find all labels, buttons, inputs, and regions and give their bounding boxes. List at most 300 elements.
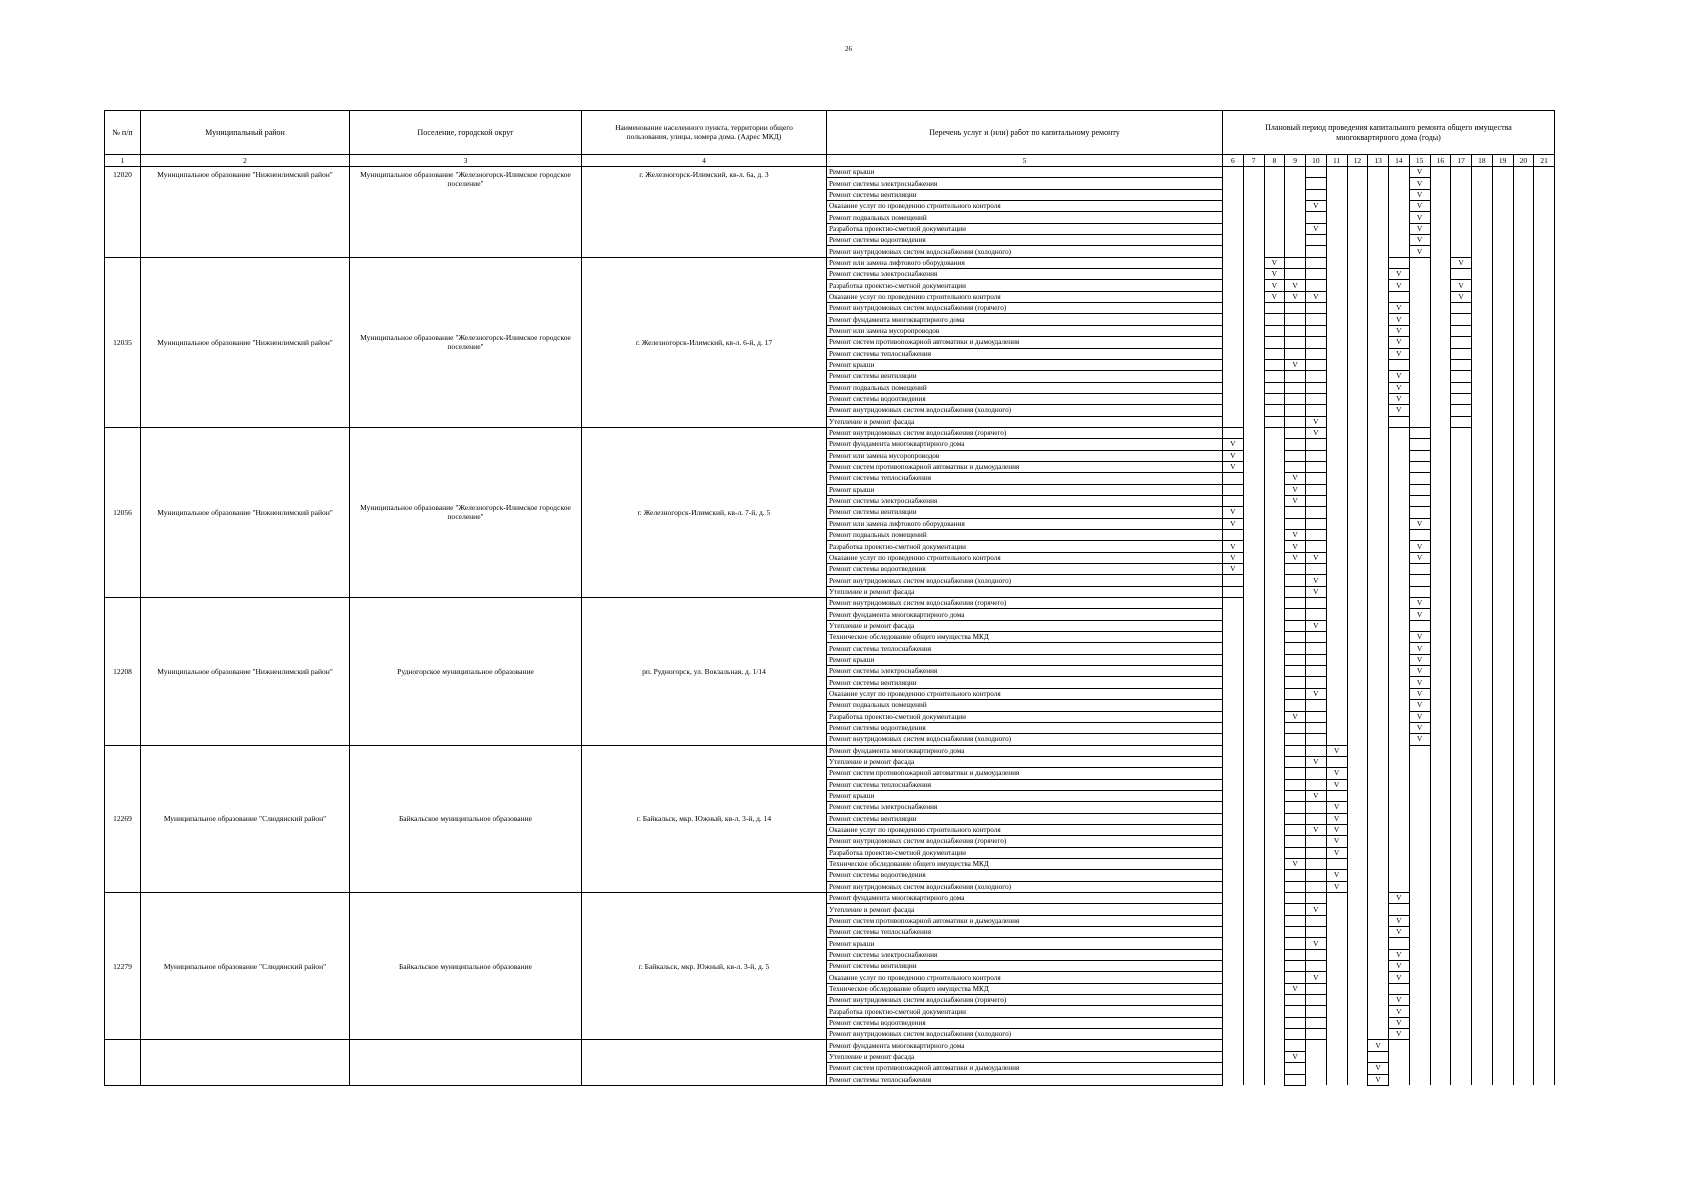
year-cell xyxy=(1513,416,1534,427)
year-cell xyxy=(1306,893,1327,904)
year-cell xyxy=(1285,461,1306,472)
year-cell xyxy=(1472,348,1493,359)
year-cell xyxy=(1223,734,1244,745)
year-cell xyxy=(1409,1063,1430,1074)
year-cell xyxy=(1534,507,1555,518)
year-mark: V xyxy=(1409,167,1430,178)
year-cell xyxy=(1347,688,1368,699)
year-cell xyxy=(1409,484,1430,495)
year-cell xyxy=(1347,881,1368,892)
year-cell xyxy=(1513,938,1534,949)
work-item: Утепление и ремонт фасада xyxy=(827,416,1223,427)
year-cell xyxy=(1326,790,1347,801)
year-cell xyxy=(1368,961,1389,972)
year-cell xyxy=(1409,325,1430,336)
year-cell xyxy=(1347,201,1368,212)
year-cell xyxy=(1389,847,1410,858)
year-cell xyxy=(1264,416,1285,427)
year-cell xyxy=(1451,1006,1472,1017)
year-cell xyxy=(1285,790,1306,801)
year-cell xyxy=(1347,1063,1368,1074)
year-cell xyxy=(1285,212,1306,223)
year-cell xyxy=(1513,552,1534,563)
year-mark: V xyxy=(1451,257,1472,268)
year-cell xyxy=(1389,904,1410,915)
year-cell xyxy=(1451,405,1472,416)
year-cell xyxy=(1513,700,1534,711)
year-cell xyxy=(1243,484,1264,495)
year-cell xyxy=(1534,666,1555,677)
year-cell xyxy=(1223,303,1244,314)
year-cell xyxy=(1243,269,1264,280)
year-cell xyxy=(1409,972,1430,983)
year-cell xyxy=(1326,927,1347,938)
year-cell xyxy=(1409,1051,1430,1062)
year-cell xyxy=(1264,768,1285,779)
year-cell xyxy=(1326,961,1347,972)
year-cell xyxy=(1347,722,1368,733)
year-cell xyxy=(1492,461,1513,472)
year-cell xyxy=(1492,178,1513,189)
year-cell xyxy=(1223,824,1244,835)
year-cell xyxy=(1430,495,1451,506)
year-cell xyxy=(1409,314,1430,325)
year-cell xyxy=(1389,178,1410,189)
year-cell xyxy=(1492,507,1513,518)
year-cell xyxy=(1430,904,1451,915)
year-cell xyxy=(1243,518,1264,529)
year-cell xyxy=(1534,246,1555,257)
year-cell xyxy=(1306,269,1327,280)
year-mark: V xyxy=(1409,609,1430,620)
year-cell xyxy=(1243,870,1264,881)
year-cell xyxy=(1472,564,1493,575)
year-cell xyxy=(1513,881,1534,892)
year-cell xyxy=(1409,1029,1430,1040)
year-cell xyxy=(1409,995,1430,1006)
year-cell xyxy=(1451,722,1472,733)
year-cell xyxy=(1472,847,1493,858)
column-number: 4 xyxy=(582,155,827,167)
record-district: Муниципальное образование "Нижнеилимский район" xyxy=(141,598,350,745)
year-cell xyxy=(1243,790,1264,801)
year-cell xyxy=(1264,847,1285,858)
year-cell xyxy=(1285,609,1306,620)
header-address: Наименование населенного пункта, территории общего пользования, улицы, номера дома. (Адрес МКД) xyxy=(582,111,827,155)
year-cell xyxy=(1409,405,1430,416)
year-cell xyxy=(1347,824,1368,835)
year-cell xyxy=(1285,337,1306,348)
year-cell xyxy=(1326,666,1347,677)
year-cell xyxy=(1451,790,1472,801)
year-cell xyxy=(1492,881,1513,892)
year-cell xyxy=(1472,904,1493,915)
work-item: Ремонт системы теплоснабжения xyxy=(827,643,1223,654)
year-cell xyxy=(1513,269,1534,280)
work-item: Ремонт внутридомовых систем водоснабжения (холодного) xyxy=(827,575,1223,586)
year-cell xyxy=(1451,745,1472,756)
year-cell xyxy=(1389,439,1410,450)
year-cell xyxy=(1347,1029,1368,1040)
year-cell xyxy=(1285,1040,1306,1051)
year-column-number: 9 xyxy=(1285,155,1306,167)
year-cell xyxy=(1306,847,1327,858)
year-cell xyxy=(1409,881,1430,892)
year-cell xyxy=(1306,507,1327,518)
year-cell xyxy=(1409,756,1430,767)
year-cell xyxy=(1347,235,1368,246)
year-cell xyxy=(1285,700,1306,711)
year-cell xyxy=(1451,359,1472,370)
work-item: Ремонт системы вентиляции xyxy=(827,677,1223,688)
year-cell xyxy=(1368,813,1389,824)
year-cell xyxy=(1368,904,1389,915)
year-cell xyxy=(1264,564,1285,575)
year-cell xyxy=(1368,257,1389,268)
year-cell xyxy=(1326,688,1347,699)
year-cell xyxy=(1451,167,1472,178)
year-cell xyxy=(1243,223,1264,234)
year-mark: V xyxy=(1389,915,1410,926)
year-cell xyxy=(1347,167,1368,178)
year-cell xyxy=(1264,201,1285,212)
year-mark: V xyxy=(1223,518,1244,529)
work-item: Ремонт фундамента многоквартирного дома xyxy=(827,314,1223,325)
year-cell xyxy=(1264,348,1285,359)
year-cell xyxy=(1347,257,1368,268)
year-cell xyxy=(1492,280,1513,291)
year-cell xyxy=(1513,858,1534,869)
year-cell xyxy=(1326,495,1347,506)
year-cell xyxy=(1430,586,1451,597)
year-cell xyxy=(1472,382,1493,393)
year-cell xyxy=(1430,269,1451,280)
year-cell xyxy=(1430,575,1451,586)
year-cell xyxy=(1472,1063,1493,1074)
year-mark: V xyxy=(1409,654,1430,665)
year-cell xyxy=(1368,598,1389,609)
year-cell xyxy=(1264,541,1285,552)
year-cell xyxy=(1534,223,1555,234)
year-cell xyxy=(1472,393,1493,404)
year-cell xyxy=(1243,1063,1264,1074)
year-cell xyxy=(1285,405,1306,416)
year-mark: V xyxy=(1264,257,1285,268)
year-column-number: 14 xyxy=(1389,155,1410,167)
year-cell xyxy=(1243,734,1264,745)
year-cell xyxy=(1285,189,1306,200)
year-cell xyxy=(1306,189,1327,200)
year-cell xyxy=(1285,223,1306,234)
year-cell xyxy=(1389,564,1410,575)
year-cell xyxy=(1264,530,1285,541)
record-settlement: Байкальское муниципальное образование xyxy=(350,893,582,1040)
record-number: 12208 xyxy=(105,598,141,745)
year-cell xyxy=(1472,1074,1493,1085)
year-cell xyxy=(1223,893,1244,904)
year-cell xyxy=(1306,768,1327,779)
year-cell xyxy=(1326,461,1347,472)
header-num: № п/п xyxy=(105,111,141,155)
year-cell xyxy=(1534,802,1555,813)
year-cell xyxy=(1326,235,1347,246)
year-cell xyxy=(1347,337,1368,348)
year-cell xyxy=(1389,1051,1410,1062)
year-cell xyxy=(1347,858,1368,869)
year-cell xyxy=(1534,201,1555,212)
year-cell xyxy=(1492,836,1513,847)
year-cell xyxy=(1534,632,1555,643)
year-cell xyxy=(1264,337,1285,348)
year-cell xyxy=(1326,201,1347,212)
year-cell xyxy=(1223,949,1244,960)
work-item: Ремонт внутридомовых систем водоснабжения (холодного) xyxy=(827,246,1223,257)
year-cell xyxy=(1430,530,1451,541)
year-cell xyxy=(1264,246,1285,257)
year-cell xyxy=(1492,586,1513,597)
year-cell xyxy=(1326,915,1347,926)
year-cell xyxy=(1430,972,1451,983)
work-item: Ремонт системы вентиляции xyxy=(827,371,1223,382)
year-cell xyxy=(1326,858,1347,869)
year-cell xyxy=(1243,700,1264,711)
year-cell xyxy=(1430,484,1451,495)
year-cell xyxy=(1492,269,1513,280)
year-cell xyxy=(1492,700,1513,711)
year-mark: V xyxy=(1409,643,1430,654)
year-cell xyxy=(1389,416,1410,427)
year-cell xyxy=(1243,541,1264,552)
year-cell xyxy=(1368,461,1389,472)
year-mark: V xyxy=(1409,666,1430,677)
year-cell xyxy=(1326,1017,1347,1028)
year-mark: V xyxy=(1409,632,1430,643)
year-cell xyxy=(1285,1074,1306,1085)
year-cell xyxy=(1492,348,1513,359)
year-cell xyxy=(1264,938,1285,949)
year-cell xyxy=(1243,280,1264,291)
year-cell xyxy=(1430,405,1451,416)
year-cell xyxy=(1534,734,1555,745)
work-item: Оказание услуг по проведению строительного контроля xyxy=(827,688,1223,699)
year-mark: V xyxy=(1389,1017,1410,1028)
year-mark: V xyxy=(1306,824,1327,835)
year-cell xyxy=(1326,756,1347,767)
year-cell xyxy=(1492,609,1513,620)
year-cell xyxy=(1223,280,1244,291)
year-cell xyxy=(1492,870,1513,881)
work-item: Ремонт системы водоотведения xyxy=(827,235,1223,246)
year-cell xyxy=(1243,722,1264,733)
year-cell xyxy=(1451,427,1472,438)
year-cell xyxy=(1513,756,1534,767)
year-mark: V xyxy=(1285,291,1306,302)
year-cell xyxy=(1534,473,1555,484)
year-cell xyxy=(1492,734,1513,745)
year-cell xyxy=(1264,552,1285,563)
year-cell xyxy=(1368,439,1389,450)
year-cell xyxy=(1243,779,1264,790)
year-cell xyxy=(1430,257,1451,268)
year-cell xyxy=(1368,734,1389,745)
year-cell xyxy=(1243,1051,1264,1062)
year-cell xyxy=(1513,1063,1534,1074)
record-district: Муниципальное образование "Нижнеилимский район" xyxy=(141,427,350,597)
year-cell xyxy=(1223,972,1244,983)
year-cell xyxy=(1409,938,1430,949)
year-cell xyxy=(1409,949,1430,960)
year-cell xyxy=(1451,189,1472,200)
year-cell xyxy=(1306,212,1327,223)
year-cell xyxy=(1326,303,1347,314)
year-cell xyxy=(1306,643,1327,654)
year-cell xyxy=(1347,700,1368,711)
year-mark: V xyxy=(1409,246,1430,257)
year-cell xyxy=(1347,325,1368,336)
year-cell xyxy=(1472,416,1493,427)
year-cell xyxy=(1513,1029,1534,1040)
year-cell xyxy=(1347,949,1368,960)
year-cell xyxy=(1492,393,1513,404)
year-mark: V xyxy=(1389,393,1410,404)
year-mark: V xyxy=(1285,473,1306,484)
work-item: Ремонт систем противопожарной автоматики и дымоудаления xyxy=(827,915,1223,926)
year-mark: V xyxy=(1223,450,1244,461)
year-cell xyxy=(1368,473,1389,484)
year-cell xyxy=(1430,779,1451,790)
year-cell xyxy=(1430,609,1451,620)
year-cell xyxy=(1430,348,1451,359)
year-cell xyxy=(1223,666,1244,677)
record-district: Муниципальное образование "Слюдянский район" xyxy=(141,893,350,1040)
year-cell xyxy=(1223,598,1244,609)
year-cell xyxy=(1326,314,1347,325)
year-cell xyxy=(1264,427,1285,438)
year-cell xyxy=(1430,212,1451,223)
year-cell xyxy=(1492,802,1513,813)
year-cell xyxy=(1285,235,1306,246)
year-cell xyxy=(1492,359,1513,370)
year-cell xyxy=(1492,212,1513,223)
year-cell xyxy=(1492,291,1513,302)
year-cell xyxy=(1409,802,1430,813)
year-cell xyxy=(1492,722,1513,733)
year-mark: V xyxy=(1389,269,1410,280)
year-cell xyxy=(1534,178,1555,189)
year-cell xyxy=(1472,654,1493,665)
year-cell xyxy=(1409,257,1430,268)
year-cell xyxy=(1285,348,1306,359)
year-cell xyxy=(1264,586,1285,597)
year-cell xyxy=(1306,949,1327,960)
year-cell xyxy=(1492,1017,1513,1028)
year-cell xyxy=(1285,893,1306,904)
year-cell xyxy=(1389,530,1410,541)
year-cell xyxy=(1472,745,1493,756)
year-cell xyxy=(1347,632,1368,643)
year-cell xyxy=(1451,858,1472,869)
work-item: Ремонт или замена мусоропроводов xyxy=(827,450,1223,461)
year-cell xyxy=(1492,223,1513,234)
year-cell xyxy=(1472,961,1493,972)
year-cell xyxy=(1492,972,1513,983)
year-cell xyxy=(1534,257,1555,268)
year-cell xyxy=(1326,212,1347,223)
year-cell xyxy=(1326,983,1347,994)
year-cell xyxy=(1223,927,1244,938)
year-cell xyxy=(1243,371,1264,382)
year-cell xyxy=(1492,961,1513,972)
year-cell xyxy=(1513,189,1534,200)
year-cell xyxy=(1430,223,1451,234)
year-cell xyxy=(1326,972,1347,983)
year-cell xyxy=(1451,836,1472,847)
year-cell xyxy=(1409,337,1430,348)
year-cell xyxy=(1326,291,1347,302)
year-cell xyxy=(1409,813,1430,824)
year-cell xyxy=(1451,768,1472,779)
page-number: 26 xyxy=(845,45,852,53)
year-cell xyxy=(1534,995,1555,1006)
year-cell xyxy=(1430,201,1451,212)
year-cell xyxy=(1513,178,1534,189)
year-cell xyxy=(1534,722,1555,733)
work-item: Оказание услуг по проведению строительного контроля xyxy=(827,201,1223,212)
year-cell xyxy=(1243,893,1264,904)
work-item: Ремонт или замена мусоропроводов xyxy=(827,325,1223,336)
year-cell xyxy=(1451,779,1472,790)
year-cell xyxy=(1326,427,1347,438)
year-cell xyxy=(1264,450,1285,461)
year-mark: V xyxy=(1409,201,1430,212)
year-mark: V xyxy=(1389,337,1410,348)
year-cell xyxy=(1513,439,1534,450)
year-cell xyxy=(1264,802,1285,813)
year-cell xyxy=(1513,1074,1534,1085)
year-cell xyxy=(1534,586,1555,597)
year-cell xyxy=(1285,416,1306,427)
year-cell xyxy=(1368,495,1389,506)
year-cell xyxy=(1285,1006,1306,1017)
year-cell xyxy=(1534,235,1555,246)
year-cell xyxy=(1492,325,1513,336)
year-mark: V xyxy=(1389,382,1410,393)
work-item: Разработка проектно-сметной документации xyxy=(827,280,1223,291)
year-mark: V xyxy=(1306,575,1327,586)
year-cell xyxy=(1513,359,1534,370)
year-cell xyxy=(1409,348,1430,359)
year-cell xyxy=(1389,881,1410,892)
year-cell xyxy=(1534,813,1555,824)
year-cell xyxy=(1285,972,1306,983)
year-cell xyxy=(1451,938,1472,949)
year-cell xyxy=(1534,938,1555,949)
year-cell xyxy=(1285,598,1306,609)
year-cell xyxy=(1451,915,1472,926)
year-cell xyxy=(1223,167,1244,178)
year-cell xyxy=(1368,632,1389,643)
year-cell xyxy=(1513,314,1534,325)
year-cell xyxy=(1409,473,1430,484)
year-cell xyxy=(1430,677,1451,688)
year-cell xyxy=(1306,371,1327,382)
year-cell xyxy=(1430,598,1451,609)
year-cell xyxy=(1472,246,1493,257)
year-cell xyxy=(1347,439,1368,450)
year-cell xyxy=(1368,325,1389,336)
year-cell xyxy=(1409,291,1430,302)
work-item: Ремонт подвальных помещений xyxy=(827,212,1223,223)
